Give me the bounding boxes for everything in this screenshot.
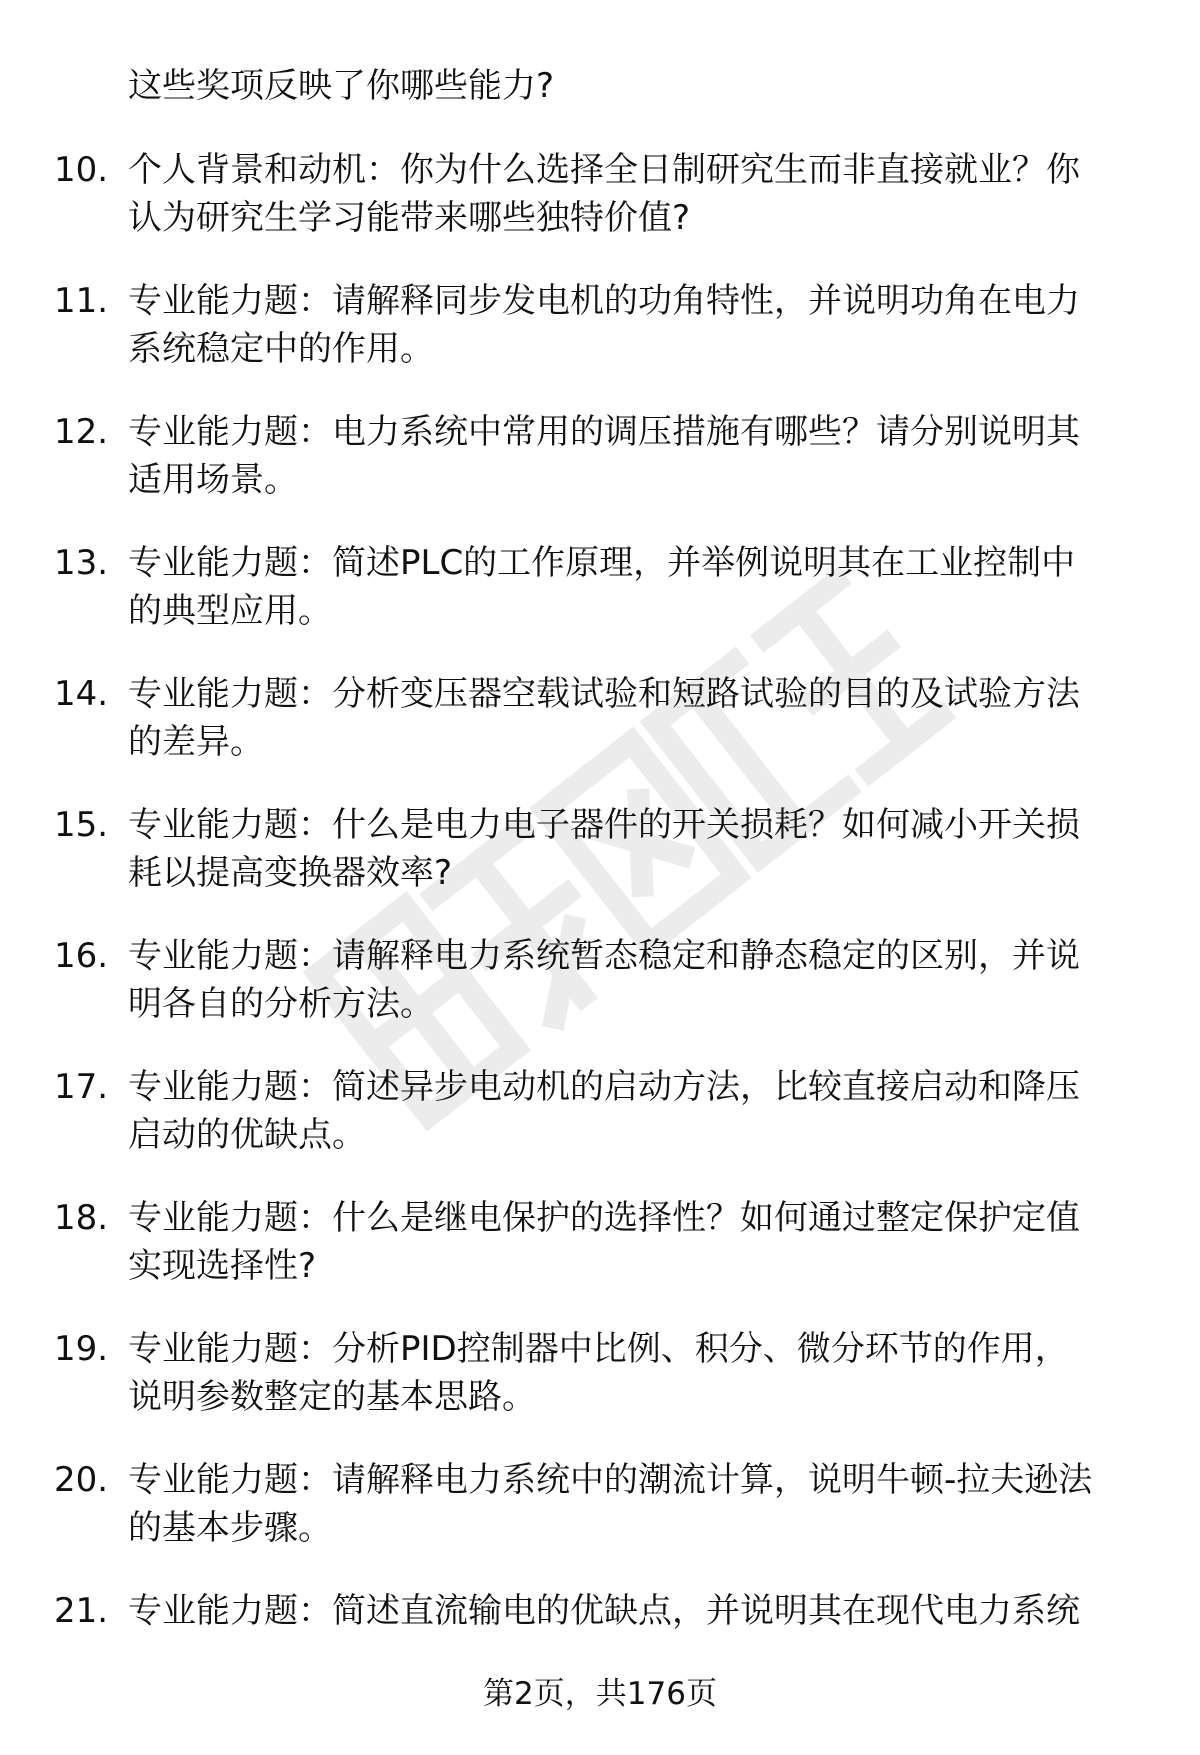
question-item	[0, 1194, 1200, 1325]
question-number: 18.	[54, 1198, 109, 1238]
question-text	[128, 146, 1158, 242]
question-number: 12.	[54, 412, 109, 452]
question-text-line: 专业能力题：电力系统中常用的调压措施有哪些？请分别说明其	[128, 412, 1080, 452]
question-text-line: 的基本步骤。	[128, 1508, 332, 1548]
question-text-line: 专业能力题：分析PID控制器中比例、积分、微分环节的作用，	[128, 1329, 1069, 1369]
question-text	[128, 539, 1158, 635]
question-number: 19.	[54, 1329, 109, 1369]
question-text	[128, 1063, 1158, 1159]
question-text	[128, 801, 1158, 897]
question-text-line: 专业能力题：请解释电力系统中的潮流计算，说明牛顿-拉夫逊法	[128, 1460, 1093, 1500]
question-text	[128, 408, 1158, 504]
question-text	[128, 1325, 1158, 1421]
question-text	[128, 1456, 1158, 1552]
question-text-line: 的典型应用。	[128, 591, 332, 631]
question-number: 17.	[54, 1067, 109, 1107]
question-item	[0, 1456, 1200, 1587]
question-text-line: 系统稳定中的作用。	[128, 329, 434, 369]
question-item	[0, 801, 1200, 932]
question-text-line: 耗以提高变换器效率?	[128, 853, 453, 893]
question-number: 10.	[54, 150, 109, 190]
question-number: 20.	[54, 1460, 109, 1500]
question-item	[0, 1063, 1200, 1194]
question-text	[128, 1587, 1158, 1635]
question-number: 15.	[54, 805, 109, 845]
question-text-line: 专业能力题：分析变压器空载试验和短路试验的目的及试验方法	[128, 674, 1080, 714]
question-item	[0, 932, 1200, 1063]
question-text-line: 专业能力题：简述直流输电的优缺点，并说明其在现代电力系统	[128, 1591, 1080, 1631]
question-text-line: 说明参数整定的基本思路。	[128, 1377, 536, 1417]
question-item	[0, 1325, 1200, 1456]
question-text-line: 明各自的分析方法。	[128, 984, 434, 1024]
question-text	[128, 1194, 1158, 1290]
question-number: 14.	[54, 674, 109, 714]
question-item	[0, 146, 1200, 277]
question-item	[0, 277, 1200, 408]
question-text-line: 专业能力题：请解释同步发电机的功角特性，并说明功角在电力	[128, 281, 1080, 321]
question-text-line: 个人背景和动机：你为什么选择全日制研究生而非直接就业？你	[128, 150, 1080, 190]
continuation-text: 这些奖项反映了你哪些能力?	[128, 66, 555, 106]
question-number: 11.	[54, 281, 109, 321]
question-number: 13.	[54, 543, 109, 583]
question-number: 21.	[54, 1591, 109, 1631]
question-number: 16.	[54, 936, 109, 976]
question-text-line: 的差异。	[128, 722, 264, 762]
question-text-line: 专业能力题：什么是电力电子器件的开关损耗？如何减小开关损	[128, 805, 1080, 845]
question-list	[0, 146, 1200, 1718]
question-item	[0, 670, 1200, 801]
question-text-line: 专业能力题：简述PLC的工作原理，并举例说明其在工业控制中	[128, 543, 1076, 583]
question-text-line: 认为研究生学习能带来哪些独特价值?	[128, 198, 691, 238]
question-text	[128, 670, 1158, 766]
question-text	[128, 932, 1158, 1028]
question-text-line: 专业能力题：请解释电力系统暂态稳定和静态稳定的区别，并说	[128, 936, 1080, 976]
question-text-line: 专业能力题：什么是继电保护的选择性？如何通过整定保护定值	[128, 1198, 1080, 1238]
question-item	[0, 539, 1200, 670]
question-text	[128, 277, 1158, 373]
question-item	[0, 408, 1200, 539]
page-footer: 第2页，共176页	[483, 1676, 717, 1712]
question-text-line: 适用场景。	[128, 460, 298, 500]
question-text-line: 启动的优缺点。	[128, 1115, 366, 1155]
question-text-line: 实现选择性?	[128, 1246, 317, 1286]
question-text-line: 专业能力题：简述异步电动机的启动方法，比较直接启动和降压	[128, 1067, 1080, 1107]
